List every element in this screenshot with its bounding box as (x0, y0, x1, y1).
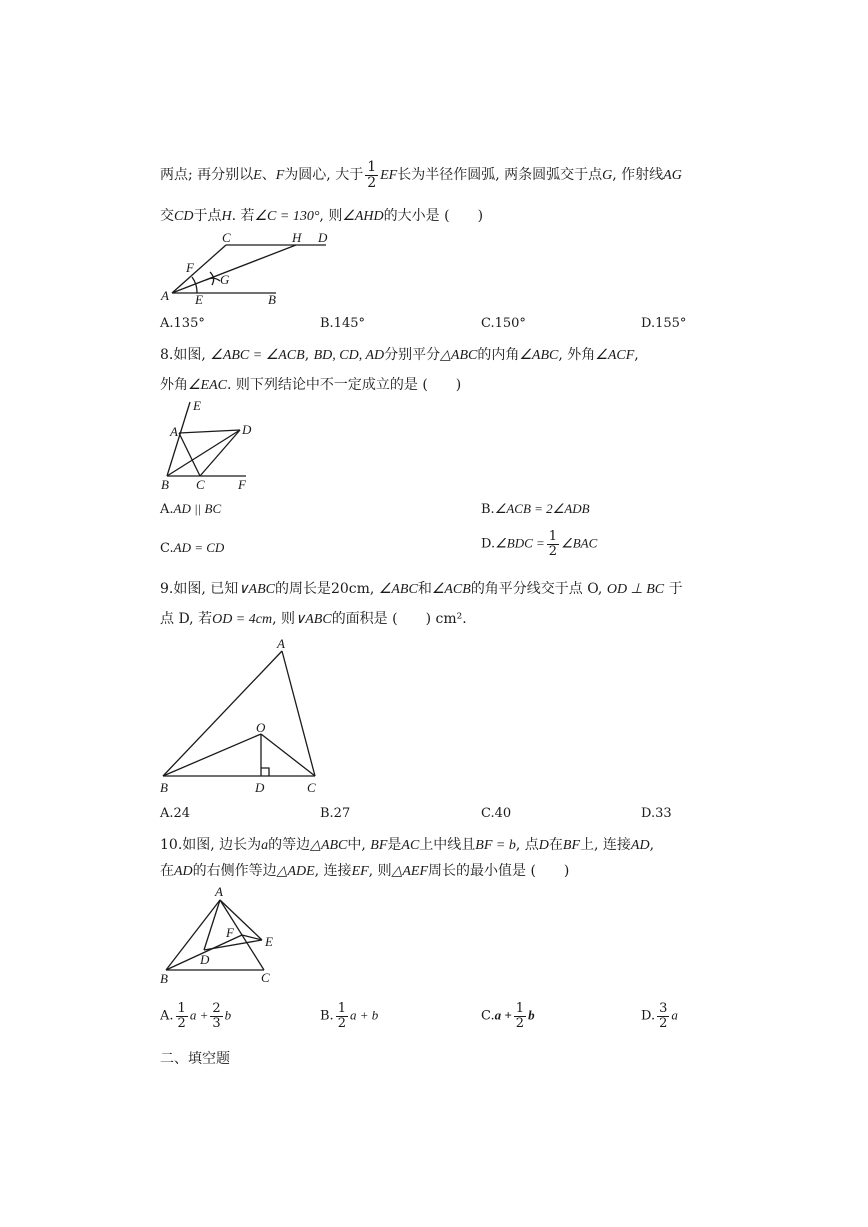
segment-AC (282, 651, 315, 776)
fraction: $\frac{2}{3}$ (212, 1001, 221, 1031)
label-A: A (161, 288, 169, 303)
label-C: C (307, 780, 316, 795)
q7-option-a[interactable]: A.135° (160, 316, 205, 331)
label-D: D (255, 780, 265, 795)
q9-line2: 点 D, 若OD = 4cm, 则∨ABC的面积是 ( ) cm². (160, 611, 467, 627)
label-D: D (200, 952, 210, 967)
label-F: F (238, 477, 246, 492)
q8-line1: 8.如图, ∠ABC = ∠ACB, BD, CD, AD分别平分△ABC的内角∠ABC, 外角∠ACF, (160, 347, 639, 363)
label-D: D (318, 230, 328, 245)
fraction: $\frac{1}{2}$ (337, 1001, 346, 1031)
q7-line2: 交CD于点H. 若∠C = 130°, 则∠AHD的大小是 ( ) (160, 208, 484, 224)
q8-figure (160, 396, 260, 494)
segment-AD (204, 900, 220, 950)
q9-option-c[interactable]: C.40 (481, 806, 512, 821)
fraction-one-half: $\frac{1}{2}$ (548, 529, 558, 559)
label-E: E (193, 398, 201, 413)
label-A: A (170, 424, 178, 439)
q8-option-a[interactable]: A.AD || BC (160, 501, 222, 517)
q10-figure (158, 882, 288, 988)
q8-option-d[interactable]: D.∠BDC = $\frac{1}{2}$ ∠BAC (481, 529, 598, 559)
label-B: B (268, 292, 276, 307)
label-A: A (215, 884, 223, 899)
label-A: A (277, 636, 285, 651)
q9-line1: 9.如图, 已知∨ABC的周长是20cm, ∠ABC和∠ACB的角平分线交于点 O, OD ⊥ BC 于 (160, 581, 683, 597)
q10-option-c[interactable]: C.a + $\frac{1}{2}$ b (481, 1001, 535, 1031)
fraction: $\frac{1}{2}$ (177, 1001, 186, 1031)
fraction: $\frac{1}{2}$ (515, 1001, 525, 1031)
label-C: C (196, 477, 205, 492)
label-B: B (160, 971, 168, 986)
label-H: H (292, 230, 302, 245)
label-E: E (195, 292, 203, 307)
q8-line2: 外角∠EAC. 则下列结论中不一定成立的是 ( ) (160, 377, 462, 393)
segment-AB (163, 651, 282, 776)
segment-AC (172, 245, 226, 293)
label-C: C (222, 230, 231, 245)
label-C: C (261, 970, 270, 985)
q7-option-c[interactable]: C.150° (481, 316, 526, 331)
segment-AB (166, 900, 220, 970)
q8-option-b[interactable]: B.∠ACB = 2∠ADB (481, 501, 590, 517)
segment-AC (179, 433, 200, 476)
segment-BO (163, 734, 261, 776)
fraction-one-half: $\frac{1}{2}$ (367, 159, 377, 191)
label-E: E (265, 934, 273, 949)
q10-line1: 10.如图, 边长为a的等边△ABC中, BF是AC上中线且BF = b, 点D在BF上, 连接AD, (160, 837, 655, 853)
section-heading: 二、填空题 (160, 1051, 230, 1067)
q9-option-b[interactable]: B.27 (320, 806, 351, 821)
q10-option-a[interactable]: A. $\frac{1}{2}$ a + $\frac{2}{3}$ b (160, 1001, 232, 1031)
q10-option-b[interactable]: B. $\frac{1}{2}$ a + b (320, 1001, 379, 1031)
label-G: G (220, 272, 230, 287)
q9-option-a[interactable]: A.24 (160, 806, 191, 821)
q7-option-d[interactable]: D.155° (641, 316, 687, 331)
segment-DE (204, 940, 262, 950)
fraction: $\frac{3}{2}$ (659, 1001, 668, 1031)
q9-figure (158, 634, 328, 800)
label-D: D (242, 422, 252, 437)
q7-line1: 两点; 再分别以E、F为圆心, 大于 $\frac{1}{2}$ EF长为半径作圆弧, 两条圆弧交于点G, 作射线AG (160, 159, 682, 191)
label-B: B (160, 780, 168, 795)
q10-line2: 在AD的右侧作等边△ADE, 连接EF, 则△AEF周长的最小值是 ( ) (160, 863, 570, 879)
q9-option-d[interactable]: D.33 (641, 806, 672, 821)
segment-AD (179, 430, 240, 433)
q8-option-c[interactable]: C.AD = CD (160, 540, 225, 556)
segment-CD (200, 430, 240, 476)
label-F: F (186, 260, 194, 275)
q10-option-d[interactable]: D. $\frac{3}{2}$ a (641, 1001, 678, 1031)
label-O: O (256, 720, 266, 735)
q7-figure (160, 228, 340, 308)
q7-option-b[interactable]: B.145° (320, 316, 365, 331)
label-B: B (161, 477, 169, 492)
label-F: F (226, 925, 234, 940)
segment-BE (167, 402, 190, 476)
right-angle-mark (261, 768, 269, 776)
